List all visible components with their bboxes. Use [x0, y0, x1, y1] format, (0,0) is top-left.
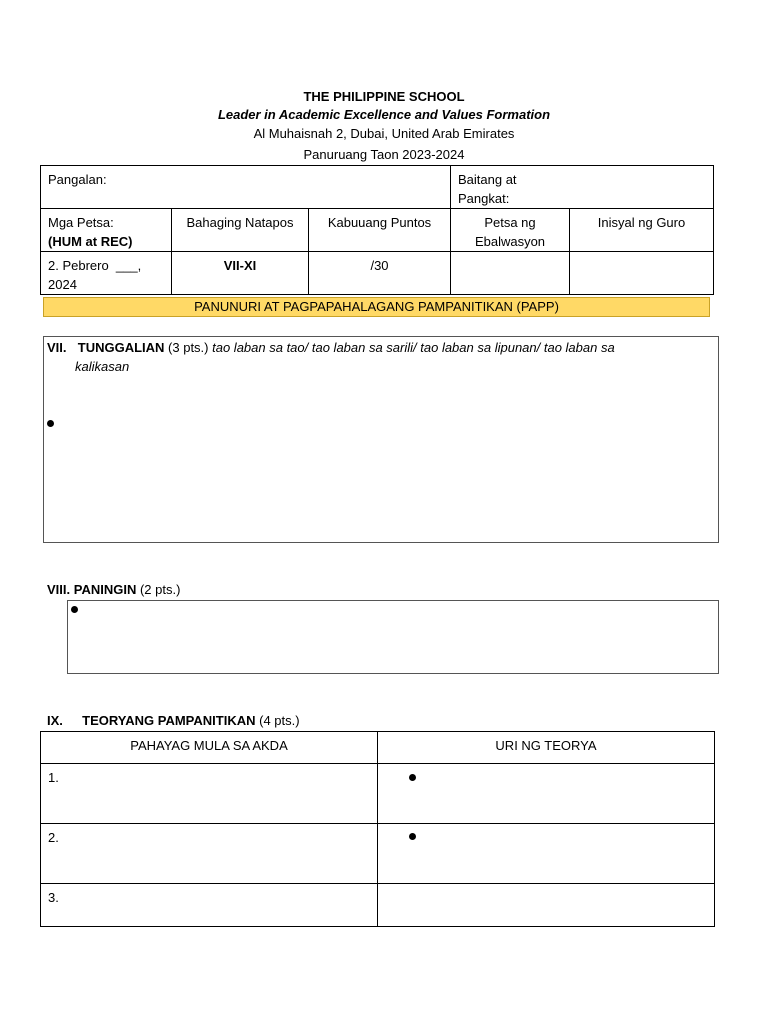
section-8-box[interactable]: [67, 600, 719, 674]
date-value-cell[interactable]: [40, 251, 172, 295]
table-row-1-type[interactable]: [377, 763, 715, 824]
grade-label-line1: Baitang at: [458, 172, 517, 187]
eval-date-header: [450, 208, 570, 252]
date-value-line2: 2024: [48, 277, 77, 292]
bullet-icon: [409, 833, 416, 840]
theory-col-type-label: URI NG TEORYA: [495, 738, 597, 753]
school-address: Al Muhaisnah 2, Dubai, United Arab Emirates: [253, 126, 515, 141]
date-value-line1: 2. Pebrero ___,: [48, 258, 142, 273]
section-7-points: (3 pts.): [164, 340, 213, 355]
row-number: 3.: [48, 890, 59, 905]
section-banner: PANUNURI AT PAGPAPAHALAGANG PAMPANITIKAN (PAPP): [43, 297, 710, 317]
eval-date-value-cell[interactable]: [450, 251, 570, 295]
section-8-number: VIII.: [47, 582, 71, 597]
section-9-heading: [47, 711, 300, 730]
teacher-initials-header: [569, 208, 714, 252]
row-number: 1.: [48, 770, 59, 785]
table-row-3-statement[interactable]: [40, 883, 378, 927]
section-7-title: TUNGGALIAN: [77, 340, 165, 355]
section-8-points: (2 pts.): [136, 582, 181, 597]
grade-label-line2: Pangkat:: [458, 191, 510, 206]
table-row-1-statement[interactable]: [40, 763, 378, 824]
bullet-icon: [409, 774, 416, 781]
section-7-heading: [47, 338, 712, 357]
teacher-initials-label: Inisyal ng Guro: [597, 215, 686, 230]
section-8-heading: [47, 580, 180, 599]
section-8-title: PANINGIN: [73, 582, 137, 597]
points-value-cell[interactable]: [308, 251, 451, 295]
theory-col-type: [377, 731, 715, 764]
section-7-number: VII.: [47, 340, 67, 355]
dates-label: Mga Petsa:: [48, 215, 114, 230]
table-row-3-type[interactable]: [377, 883, 715, 927]
table-row-2-type[interactable]: [377, 823, 715, 884]
section-7-description: tao laban sa tao/ tao laban sa sarili/ tao laban sa lipunan/ tao laban sa: [212, 340, 615, 355]
school-year: Panuruang Taon 2023-2024: [303, 147, 465, 162]
row-number: 2.: [48, 830, 59, 845]
dates-sub-label: (HUM at REC): [48, 234, 133, 249]
bullet-icon: [47, 420, 54, 427]
section-7-description-cont: kalikasan: [75, 359, 130, 374]
section-7-box[interactable]: [43, 336, 719, 543]
eval-date-label-line1: Petsa ng: [484, 215, 536, 230]
part-done-header: [171, 208, 309, 252]
section-9-points: (4 pts.): [255, 713, 300, 728]
part-done-label: Bahaging Natapos: [186, 215, 294, 230]
section-9-number: IX.: [47, 713, 63, 728]
school-motto: Leader in Academic Excellence and Values Formation: [217, 107, 551, 122]
eval-date-label-line2: Ebalwasyon: [474, 234, 546, 249]
teacher-initials-value-cell[interactable]: [569, 251, 714, 295]
school-name: THE PHILIPPINE SCHOOL: [303, 89, 465, 104]
part-value-cell: [171, 251, 309, 295]
bullet-icon: [71, 606, 78, 613]
grade-section-field[interactable]: [450, 165, 714, 209]
theory-col-statement: [40, 731, 378, 764]
part-value: VII-XI: [223, 258, 257, 273]
points-value: /30: [370, 258, 389, 273]
name-label: Pangalan:: [48, 172, 107, 187]
section-9-title: TEORYANG PAMPANITIKAN: [82, 713, 256, 728]
theory-col-statement-label: PAHAYAG MULA SA AKDA: [130, 738, 288, 753]
dates-header-cell: [40, 208, 172, 252]
total-points-header: [308, 208, 451, 252]
total-points-label: Kabuuang Puntos: [327, 215, 432, 230]
name-field[interactable]: [40, 165, 451, 209]
table-row-2-statement[interactable]: [40, 823, 378, 884]
